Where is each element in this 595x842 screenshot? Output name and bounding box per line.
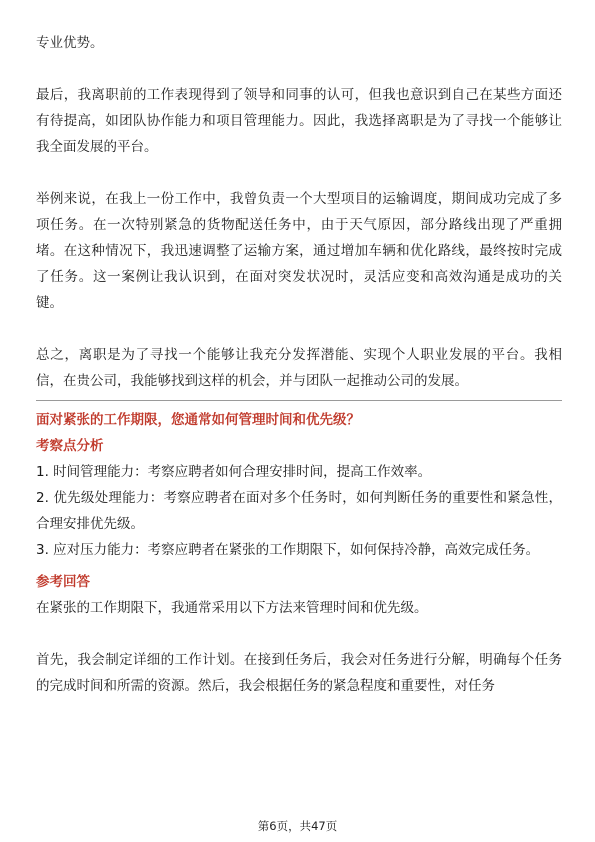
answer-first-paragraph: 首先，我会制定详细的工作计划。在接到任务后，我会对任务进行分解，明确每个任务的完成时间和所需的资源。然后，我会根据任务的紧急程度和重要性，对任务	[36, 652, 562, 694]
page-footer: 第6页，共47页	[257, 819, 338, 833]
interview-question: 面对紧张的工作期限，您通常如何管理时间和优先级？	[36, 412, 360, 428]
answer-heading: 参考回答	[36, 574, 90, 590]
section-divider	[36, 400, 562, 401]
finally-paragraph: 最后，我离职前的工作表现得到了领导和同事的认可，但我也意识到自己在某些方面还有待提高，如团队协作能力和项目管理能力。因此，我选择离职是为了寻找一个能够让我全面发展的平台。	[36, 87, 562, 155]
document-page	[36, 30, 562, 699]
example-paragraph: 举例来说，在我上一份工作中，我曾负责一个大型项目的运输调度，期间成功完成了多项任务。在一次特别紧急的货物配送任务中，由于天气原因，部分路线出现了严重拥堵。在这种情况下，我迅速调整了运输方案，通过增加车辆和优化路线，最终按时完成了任务。这一案例让我认识到，在面对突发状况时，灵活应变和高效沟通是成功的关键。	[36, 191, 562, 311]
paragraph-gap	[36, 56, 562, 82]
intro-tail-paragraph: 专业优势。	[36, 35, 104, 51]
analysis-item: 2. 优先级处理能力：考察应聘者在面对多个任务时，如何判断任务的重要性和紧急性，合理安排优先级。	[36, 490, 562, 532]
paragraph-gap	[36, 316, 562, 342]
paragraph-gap	[36, 160, 562, 186]
paragraph-gap	[36, 621, 562, 647]
analysis-item: 3. 应对压力能力：考察应聘者在紧张的工作期限下，如何保持冷静，高效完成任务。	[36, 542, 540, 558]
analysis-heading: 考察点分析	[36, 438, 104, 454]
analysis-item: 1. 时间管理能力：考察应聘者如何合理安排时间，提高工作效率。	[36, 464, 432, 480]
summary-paragraph: 总之，离职是为了寻找一个能够让我充分发挥潜能、实现个人职业发展的平台。我相信，在贵公司，我能够找到这样的机会，并与团队一起推动公司的发展。	[36, 347, 562, 389]
answer-intro-paragraph: 在紧张的工作期限下，我通常采用以下方法来管理时间和优先级。	[36, 600, 428, 616]
